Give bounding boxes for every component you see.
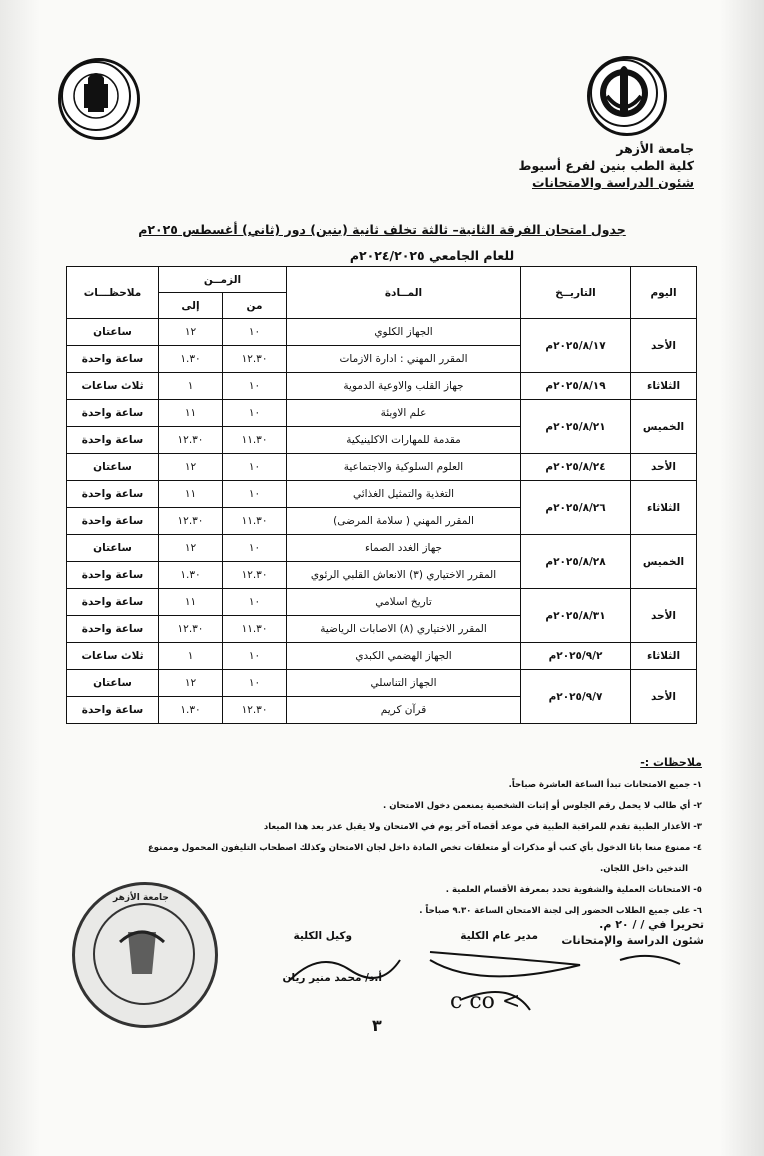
note-item: التدخين داخل اللجان.: [599, 864, 688, 874]
header-date: التاريــخ: [521, 267, 631, 319]
to-cell: ١١: [159, 481, 223, 508]
table-row: [67, 670, 697, 697]
notes-cell: ساعة واحدة: [67, 427, 159, 454]
vice-dean-label: وكيل الكلية: [293, 930, 352, 942]
subject-cell: الجهاز التناسلي: [287, 670, 521, 697]
page-number: ٣: [372, 1016, 382, 1035]
to-cell: ١.٣٠: [159, 346, 223, 373]
subject-cell: جهاز الغدد الصماء: [287, 535, 521, 562]
note-item: ٢- أي طالب لا يحمل رقم الجلوس أو إثبات الشخصية يمنعمن دخول الامتحان .: [383, 801, 702, 811]
day-cell: الأحد: [631, 589, 697, 643]
faculty-header: [518, 140, 694, 191]
handwritten-signatures: [280, 940, 700, 1040]
to-cell: ١: [159, 643, 223, 670]
subject-cell: علم الاوبئة: [287, 400, 521, 427]
to-cell: ١١: [159, 400, 223, 427]
day-cell: الأحد: [631, 670, 697, 724]
svg-text:c c​o <: c c​o <: [450, 989, 521, 1014]
from-cell: ١٠: [223, 400, 287, 427]
note-item: ٤- ممنوع منعا باتا الدخول بأي كتب أو مذكرات أو متعلقات تخص المادة داخل لجان الامتحان وكذلك اصطحاب التليفون المحمول وممنوع: [147, 843, 702, 853]
table-row: [67, 319, 697, 346]
note-item: ١- جميع الامتحانات تبدأ الساعة العاشرة صباحاً.: [508, 780, 702, 790]
header-day: اليوم: [631, 267, 697, 319]
from-cell: ١٢.٣٠: [223, 346, 287, 373]
stamp-text: جامعة الأزهر: [113, 893, 169, 903]
to-cell: ١٢: [159, 454, 223, 481]
date-cell: ٢٠٢٥/٨/٢٤م: [521, 454, 631, 481]
subject-cell: المقرر الاختياري (٣) الانعاش القلبي الرئوي: [287, 562, 521, 589]
notes-cell: ساعة واحدة: [67, 697, 159, 724]
day-cell: الثلاثاء: [631, 643, 697, 670]
day-cell: الخميس: [631, 535, 697, 589]
from-cell: ١٠: [223, 535, 287, 562]
header-notes: ملاحظـــات: [67, 267, 159, 319]
table-row: [67, 400, 697, 427]
to-cell: ١.٣٠: [159, 562, 223, 589]
subject-cell: المقرر الاختياري (٨) الاصابات الرياضية: [287, 616, 521, 643]
subject-cell: تاريخ اسلامي: [287, 589, 521, 616]
subject-cell: جهاز القلب والاوعية الدموية: [287, 373, 521, 400]
official-stamp: [72, 882, 218, 1028]
schedule-body: [67, 319, 697, 724]
exam-schedule-table: [66, 266, 697, 724]
from-cell: ١١.٣٠: [223, 508, 287, 535]
from-cell: ١٠: [223, 643, 287, 670]
notes-cell: ثلاث ساعات: [67, 373, 159, 400]
to-cell: ١.٣٠: [159, 697, 223, 724]
to-cell: ١٢.٣٠: [159, 616, 223, 643]
day-cell: الثلاثاء: [631, 373, 697, 400]
table-row: [67, 481, 697, 508]
day-cell: الثلاثاء: [631, 481, 697, 535]
day-cell: الخميس: [631, 400, 697, 454]
notes-cell: ساعتان: [67, 535, 159, 562]
date-cell: ٢٠٢٥/٩/٢م: [521, 643, 631, 670]
to-cell: ١١: [159, 589, 223, 616]
from-cell: ١٠: [223, 454, 287, 481]
subject-cell: مقدمة للمهارات الاكلينيكية: [287, 427, 521, 454]
al-azhar-university-logo-icon: [58, 58, 140, 140]
notes-cell: ساعة واحدة: [67, 508, 159, 535]
table-row: [67, 643, 697, 670]
date-cell: ٢٠٢٥/٨/٢٨م: [521, 535, 631, 589]
subject-cell: قرآن كريم: [287, 697, 521, 724]
notes-cell: ساعتان: [67, 319, 159, 346]
date-cell: ٢٠٢٥/٨/٢٦م: [521, 481, 631, 535]
table-row: [67, 373, 697, 400]
dated-line: تحريرا في / / ٢٠ م.: [599, 918, 704, 931]
signer-name: أ.د/ محمد منير ريان: [282, 972, 382, 984]
table-row: [67, 589, 697, 616]
from-cell: ١٢.٣٠: [223, 562, 287, 589]
header-subject: المــادة: [287, 267, 521, 319]
day-cell: الأحد: [631, 454, 697, 481]
header-time: الزمــن: [159, 267, 287, 293]
subject-cell: العلوم السلوكية والاجتماعية: [287, 454, 521, 481]
from-cell: ١٠: [223, 589, 287, 616]
affairs-signature-label: شئون الدراسة والإمتحانات: [561, 934, 704, 947]
day-cell: الأحد: [631, 319, 697, 373]
header-to: إلى: [159, 293, 223, 319]
to-cell: ١: [159, 373, 223, 400]
from-cell: ١٠: [223, 670, 287, 697]
to-cell: ١٢: [159, 535, 223, 562]
from-cell: ١٠: [223, 319, 287, 346]
from-cell: ١٠: [223, 373, 287, 400]
note-item: ٥- الامتحانات العملية والشفوية تحدد بمعرفة الأقسام العلمية .: [445, 885, 702, 895]
date-cell: ٢٠٢٥/٨/٢١م: [521, 400, 631, 454]
to-cell: ١٢: [159, 670, 223, 697]
subject-cell: المقرر المهني ( سلامة المرضى): [287, 508, 521, 535]
notes-cell: ساعتان: [67, 454, 159, 481]
notes-cell: ساعة واحدة: [67, 400, 159, 427]
date-cell: ٢٠٢٥/٨/١٩م: [521, 373, 631, 400]
note-item: ٣- الأعذار الطبية تقدم للمراقبة الطبية في موعد أقصاه آخر يوم في الامتحان ولا يقبل عذر بعد هذا الميعاد: [263, 822, 702, 832]
date-cell: ٢٠٢٥/٨/١٧م: [521, 319, 631, 373]
date-cell: ٢٠٢٥/٩/٧م: [521, 670, 631, 724]
academic-year: للعام الجامعي ٢٠٢٤/٢٠٢٥م: [349, 248, 515, 263]
department-name: شئون الدراسة والامتحانات: [531, 175, 694, 190]
to-cell: ١٢.٣٠: [159, 427, 223, 454]
date-cell: ٢٠٢٥/٨/٣١م: [521, 589, 631, 643]
subject-cell: الجهاز الكلوي: [287, 319, 521, 346]
subject-cell: الجهاز الهضمي الكبدي: [287, 643, 521, 670]
from-cell: ١٠: [223, 481, 287, 508]
notes-cell: ساعة واحدة: [67, 562, 159, 589]
notes-cell: ساعة واحدة: [67, 481, 159, 508]
notes-cell: ساعتان: [67, 670, 159, 697]
from-cell: ١١.٣٠: [223, 616, 287, 643]
notes-heading: ملاحظات :-: [640, 756, 702, 769]
schedule-title: جدول امتحان الفرقة الثانية– ثالثة تخلف ثانية (بنين) دور (ثاني) أغسطس ٢٠٢٥م: [138, 222, 626, 237]
notes-cell: ثلاث ساعات: [67, 643, 159, 670]
notes-cell: ساعة واحدة: [67, 616, 159, 643]
faculty-logo-icon: [587, 56, 667, 136]
subject-cell: التغذية والتمثيل الغذائي: [287, 481, 521, 508]
director-label: مدير عام الكلية: [460, 930, 538, 942]
from-cell: ١١.٣٠: [223, 427, 287, 454]
faculty-name: كلية الطب بنين لفرع أسيوط: [518, 158, 694, 173]
to-cell: ١٢.٣٠: [159, 508, 223, 535]
subject-cell: المقرر المهني : ادارة الازمات: [287, 346, 521, 373]
notes-cell: ساعة واحدة: [67, 589, 159, 616]
university-name: جامعة الأزهر: [616, 141, 694, 156]
table-row: [67, 535, 697, 562]
header-from: من: [223, 293, 287, 319]
to-cell: ١٢: [159, 319, 223, 346]
notes-cell: ساعة واحدة: [67, 346, 159, 373]
note-item: ٦- على جميع الطلاب الحضور إلى لجنة الامتحان الساعة ٩.٣٠ صباحاً .: [419, 906, 702, 916]
table-row: [67, 454, 697, 481]
from-cell: ١٢.٣٠: [223, 697, 287, 724]
